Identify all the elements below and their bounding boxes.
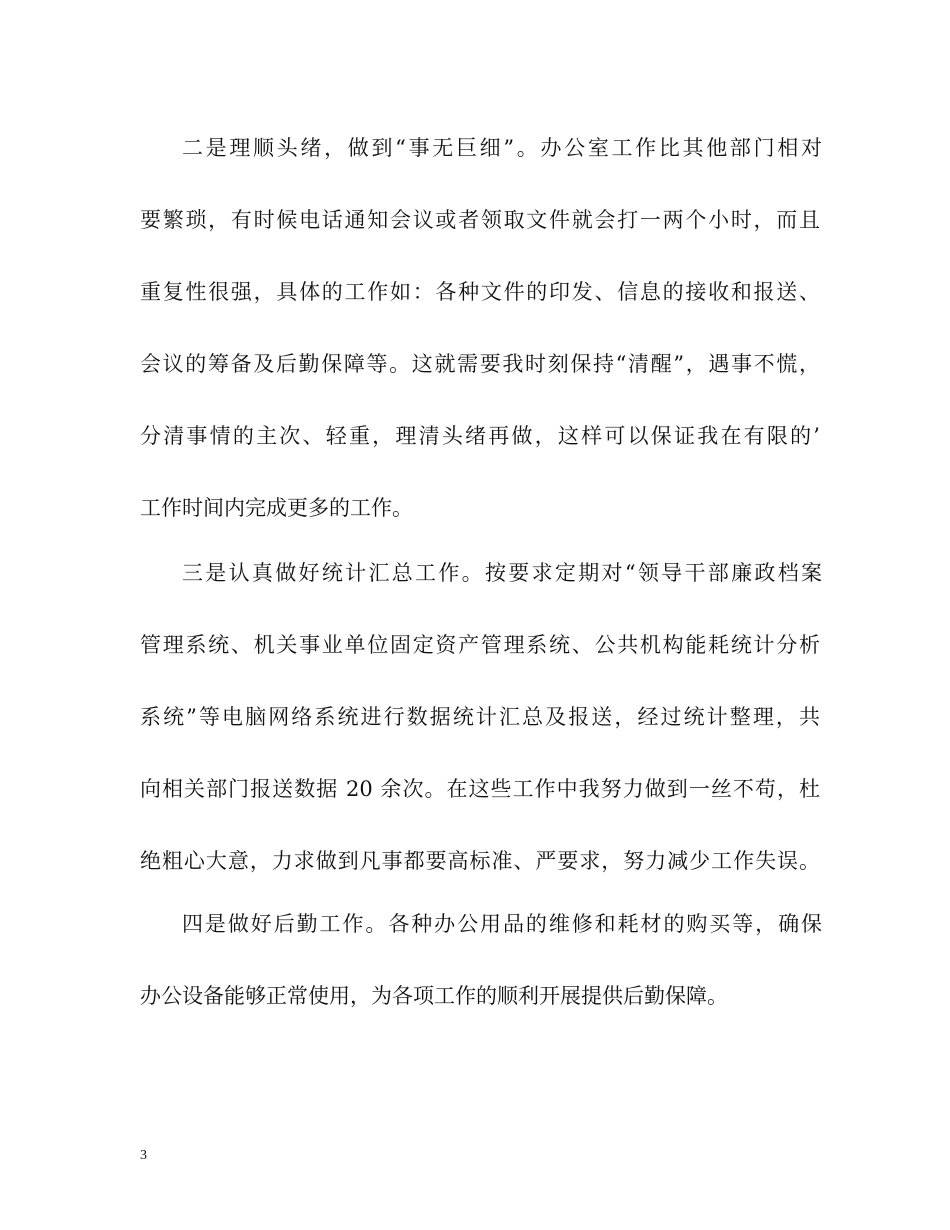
page-number: 3 xyxy=(140,1148,147,1163)
paragraph-line: 四是做好后勤工作。各种办公用品的维修和耗材的购买等，确保 xyxy=(182,912,822,936)
paragraph-line: 要繁琐，有时候电话通知会议或者领取文件就会打一两个小时，而且 xyxy=(140,208,820,232)
paragraph-line: 二是理顺头绪，做到“事无巨细”。办公室工作比其他部门相对 xyxy=(182,136,822,160)
paragraph-line: 管理系统、机关事业单位固定资产管理系统、公共机构能耗统计分析 xyxy=(140,633,820,657)
paragraph-line: 三是认真做好统计汇总工作。按要求定期对“领导干部廉政档案 xyxy=(182,561,822,585)
paragraph-line: 会议的筹备及后勤保障等。这就需要我时刻保持“清醒”，遇事不慌， xyxy=(140,352,820,376)
paragraph-line: 工作时间内完成更多的工作。 xyxy=(140,496,413,520)
paragraph-line: 向相关部门报送数据 20 余次。在这些工作中我努力做到一丝不苟，杜 xyxy=(140,777,820,801)
paragraph-line: 分清事情的主次、轻重，理清头绪再做，这样可以保证我在有限的’ xyxy=(140,424,820,448)
paragraph-line: 系统”等电脑网络系统进行数据统计汇总及报送，经过统计整理，共 xyxy=(140,705,820,729)
paragraph-line: 办公设备能够正常使用，为各项工作的顺利开展提供后勤保障。 xyxy=(140,984,728,1008)
paragraph-line: 重复性很强，具体的工作如：各种文件的印发、信息的接收和报送、 xyxy=(140,280,820,304)
paragraph-line: 绝粗心大意，力求做到凡事都要高标准、严要求，努力减少工作失误。 xyxy=(140,849,820,873)
